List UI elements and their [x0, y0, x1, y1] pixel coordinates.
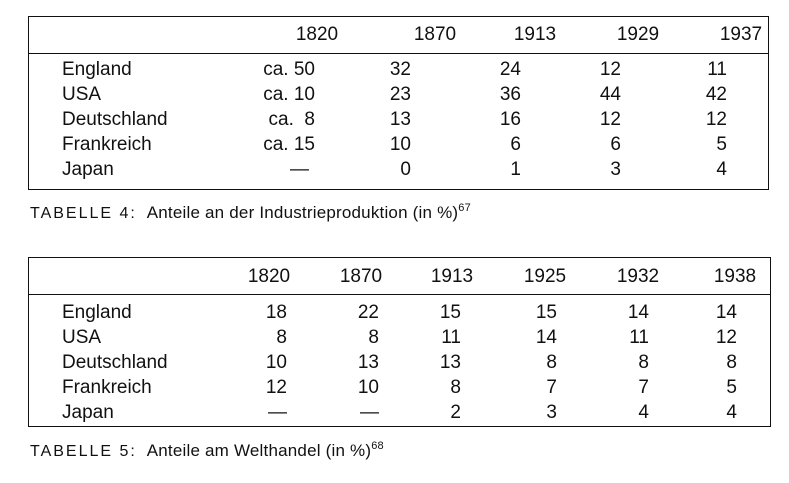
table-5-year-6: 1938 — [713, 266, 757, 287]
table-4-year-2: 1870 — [413, 24, 457, 45]
table-4 — [28, 16, 769, 190]
cell-value: — — [268, 402, 287, 423]
cell-value: 8 — [368, 327, 379, 348]
row-country: Japan — [62, 402, 114, 423]
cell-value: ca. 50 — [263, 59, 315, 80]
cell-value: 11 — [629, 327, 649, 348]
cell-value: 24 — [499, 59, 521, 80]
cell-value: 11 — [707, 59, 727, 80]
table-4-header — [29, 17, 768, 54]
cell-value: 8 — [546, 352, 557, 373]
cell-value: 10 — [389, 134, 411, 155]
row-country: Japan — [62, 159, 114, 180]
cell-value: 13 — [357, 352, 379, 373]
cell-value: 4 — [716, 159, 727, 180]
cell-value: 12 — [705, 109, 727, 130]
cell-value: 8 — [726, 352, 737, 373]
cell-value: — — [290, 159, 309, 180]
cell-value: 7 — [546, 377, 557, 398]
cell-value: 12 — [599, 109, 621, 130]
row-country: Deutschland — [62, 352, 168, 373]
cell-value: 1 — [510, 159, 521, 180]
cell-value: 4 — [726, 402, 737, 423]
table-4-footnote-ref: 67 — [458, 202, 471, 214]
cell-value: 7 — [638, 377, 649, 398]
table-5 — [28, 257, 771, 427]
table-4-caption — [30, 202, 471, 223]
row-country: Frankreich — [62, 134, 152, 155]
cell-value: 0 — [400, 159, 411, 180]
row-country: Frankreich — [62, 377, 152, 398]
cell-value: ca. 10 — [263, 84, 315, 105]
cell-value: ca. 8 — [268, 109, 315, 130]
row-country: USA — [62, 327, 102, 348]
cell-value: ca. 15 — [263, 134, 315, 155]
table-4-year-3: 1913 — [513, 24, 557, 45]
table-5-caption — [30, 440, 384, 461]
table-5-year-5: 1932 — [616, 266, 660, 287]
cell-value: 12 — [715, 327, 737, 348]
row-country: England — [62, 302, 132, 323]
table-4-caption-text: Anteile an der Industrieproduktion (in %) — [146, 203, 459, 222]
cell-value: 12 — [265, 377, 287, 398]
cell-value: 36 — [499, 84, 521, 105]
cell-value: 8 — [276, 327, 287, 348]
cell-value: — — [360, 402, 379, 423]
table-5-footnote-ref: 68 — [371, 440, 384, 452]
cell-value: 12 — [599, 59, 621, 80]
cell-value: 14 — [715, 302, 737, 323]
cell-value: 6 — [510, 134, 521, 155]
table-5-header — [29, 258, 770, 295]
cell-value: 3 — [546, 402, 557, 423]
cell-value: 15 — [439, 302, 461, 323]
cell-value: 8 — [450, 377, 461, 398]
cell-value: 11 — [441, 327, 461, 348]
cell-value: 8 — [638, 352, 649, 373]
table-5-caption-label: TABELLE 5: — [30, 443, 137, 460]
cell-value: 15 — [535, 302, 557, 323]
cell-value: 14 — [627, 302, 649, 323]
cell-value: 3 — [610, 159, 621, 180]
cell-value: 16 — [499, 109, 521, 130]
cell-value: 44 — [599, 84, 621, 105]
row-country: England — [62, 59, 132, 80]
cell-value: 13 — [389, 109, 411, 130]
cell-value: 4 — [638, 402, 649, 423]
table-5-year-1: 1820 — [247, 266, 291, 287]
table-4-year-1: 1820 — [295, 24, 339, 45]
table-4-year-5: 1937 — [719, 24, 763, 45]
row-country: Deutschland — [62, 109, 168, 130]
cell-value: 22 — [357, 302, 379, 323]
table-5-year-4: 1925 — [523, 266, 567, 287]
table-5-year-3: 1913 — [430, 266, 474, 287]
cell-value: 2 — [450, 402, 461, 423]
row-country: USA — [62, 84, 102, 105]
cell-value: 13 — [439, 352, 461, 373]
cell-value: 23 — [389, 84, 411, 105]
cell-value: 32 — [389, 59, 411, 80]
cell-value: 6 — [610, 134, 621, 155]
cell-value: 10 — [265, 352, 287, 373]
table-4-year-4: 1929 — [616, 24, 660, 45]
table-4-caption-label: TABELLE 4: — [30, 205, 137, 222]
cell-value: 5 — [716, 134, 727, 155]
cell-value: 42 — [705, 84, 727, 105]
cell-value: 14 — [535, 327, 557, 348]
table-5-year-2: 1870 — [339, 266, 383, 287]
table-5-caption-text: Anteile am Welthandel (in %) — [146, 441, 372, 460]
cell-value: 5 — [726, 377, 737, 398]
cell-value: 10 — [357, 377, 379, 398]
cell-value: 18 — [265, 302, 287, 323]
